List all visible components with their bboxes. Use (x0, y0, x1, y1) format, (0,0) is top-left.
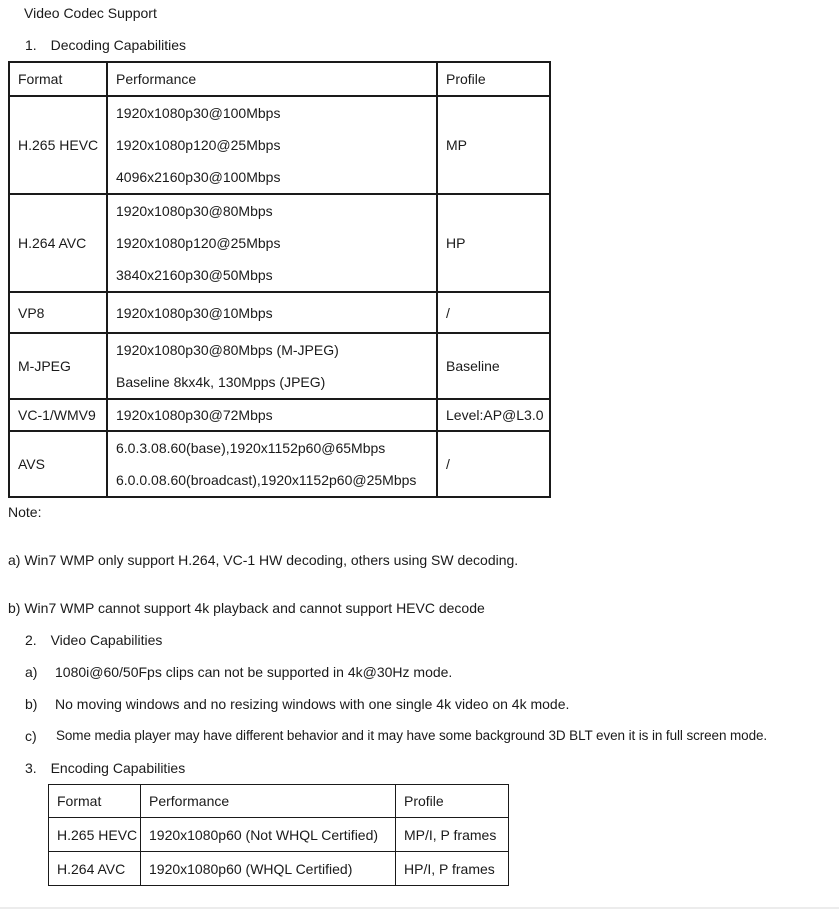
list-item-text: 1080i@60/50Fps clips can not be supported in 4k@30Hz mode. (55, 664, 453, 680)
format-cell: H.265 HEVC (9, 96, 107, 194)
note-label: Note: (8, 504, 42, 520)
list-item (25, 727, 768, 745)
format-cell: M-JPEG (9, 333, 107, 399)
performance-line: 1920x1080p30@72Mbps (116, 407, 273, 423)
performance-cell: 1920x1080p60 (WHQL Certified) (141, 852, 396, 886)
section-heading-decoding (25, 36, 186, 54)
header-cell-format: Format (9, 62, 107, 96)
header-cell-profile: Profile (437, 62, 550, 96)
table-row (9, 431, 550, 497)
table-row (9, 292, 550, 333)
note-item-a: a) Win7 WMP only support H.264, VC-1 HW decoding, others using SW decoding. (8, 552, 519, 568)
performance-line: 1920x1080p30@80Mbps (116, 203, 273, 219)
list-item-text: No moving windows and no resizing windows with one single 4k video on 4k mode. (55, 696, 570, 712)
list-marker: a) (25, 664, 38, 680)
document-title: Video Codec Support (24, 5, 157, 21)
performance-cell (107, 194, 437, 292)
table-row (9, 399, 550, 431)
performance-line: 3840x2160p30@50Mbps (116, 267, 273, 283)
format-cell: AVS (9, 431, 107, 497)
section-heading-video (25, 631, 162, 649)
performance-line: 6.0.0.08.60(broadcast),1920x1152p60@25Mbps (116, 472, 417, 488)
format-cell: H.264 AVC (9, 194, 107, 292)
profile-cell: / (437, 292, 550, 333)
section-title: Video Capabilities (50, 632, 163, 648)
section-heading-encoding (25, 759, 185, 777)
header-cell-performance: Performance (141, 785, 396, 818)
header-cell-profile: Profile (396, 785, 509, 818)
page-bottom-divider (0, 907, 839, 909)
table-row (9, 333, 550, 399)
performance-cell (107, 399, 437, 431)
format-cell: VP8 (9, 292, 107, 333)
performance-line: 1920x1080p120@25Mbps (116, 235, 281, 251)
profile-cell: HP (437, 194, 550, 292)
performance-cell: 1920x1080p60 (Not WHQL Certified) (141, 818, 396, 852)
list-item (25, 663, 453, 681)
profile-cell: MP (437, 96, 550, 194)
section-number: 1. (25, 37, 37, 53)
performance-line: Baseline 8kx4k, 130Mpps (JPEG) (116, 374, 326, 390)
format-cell: VC-1/WMV9 (9, 399, 107, 431)
profile-cell: Level:AP@L3.0 (437, 399, 550, 431)
profile-cell: MP/I, P frames (396, 818, 509, 852)
performance-line: 1920x1080p30@10Mbps (116, 304, 273, 321)
section-title: Encoding Capabilities (50, 760, 186, 776)
section-number: 2. (25, 632, 37, 648)
list-item-text: Some media player may have different behavior and it may have some background 3D BLT even it is in full screen mode. (56, 728, 768, 743)
performance-line: 1920x1080p120@25Mbps (116, 137, 281, 153)
profile-cell: HP/I, P frames (396, 852, 509, 886)
performance-line: 1920x1080p30@100Mbps (116, 105, 281, 121)
section-title: Decoding Capabilities (50, 37, 186, 53)
performance-line: 1920x1080p30@80Mbps (M-JPEG) (116, 342, 339, 358)
table-header-row (49, 785, 509, 818)
performance-cell (107, 292, 437, 333)
section-number: 3. (25, 760, 37, 776)
header-cell-format: Format (49, 785, 141, 818)
note-item-b: b) Win7 WMP cannot support 4k playback and cannot support HEVC decode (8, 600, 485, 616)
format-cell: H.265 HEVC (49, 818, 141, 852)
decoding-capabilities-table (8, 61, 551, 498)
performance-cell (107, 96, 437, 194)
profile-cell: Baseline (437, 333, 550, 399)
header-cell-performance: Performance (107, 62, 437, 96)
table-row (9, 194, 550, 292)
encoding-capabilities-table (48, 784, 509, 886)
profile-cell: / (437, 431, 550, 497)
table-row (49, 818, 509, 852)
table-row (49, 852, 509, 886)
table-header-row (9, 62, 550, 96)
table-row (9, 96, 550, 194)
list-marker: b) (25, 696, 38, 712)
list-item (25, 695, 570, 713)
performance-line: 4096x2160p30@100Mbps (116, 169, 281, 185)
list-marker: c) (25, 728, 37, 744)
performance-cell (107, 333, 437, 399)
performance-line: 6.0.3.08.60(base),1920x1152p60@65Mbps (116, 440, 386, 456)
performance-cell (107, 431, 437, 497)
format-cell: H.264 AVC (49, 852, 141, 886)
